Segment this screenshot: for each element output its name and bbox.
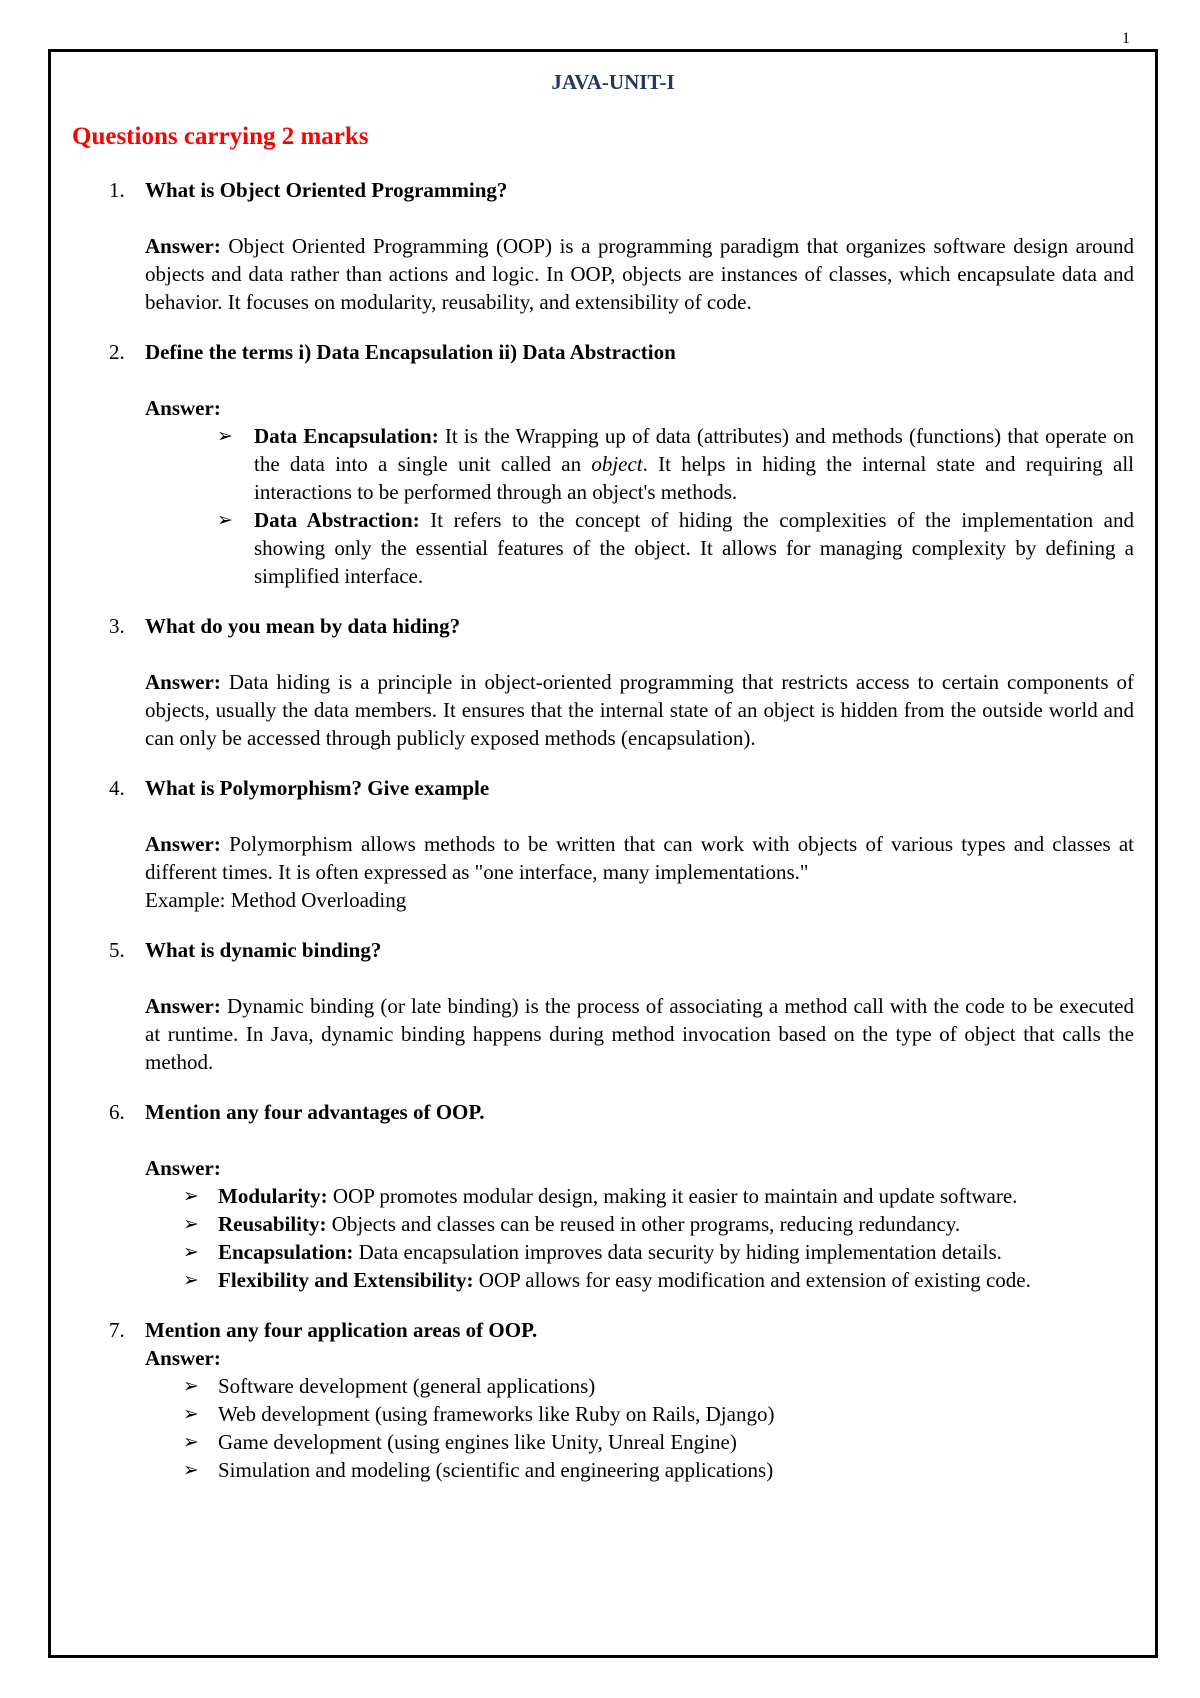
answer-label: Answer: <box>145 396 221 420</box>
answer-label: Answer: <box>145 1156 221 1180</box>
list-item <box>145 1372 1134 1400</box>
answer-paragraph <box>145 992 1134 1076</box>
answer-label: Answer: <box>145 832 221 856</box>
question-text: What do you mean by data hiding? <box>145 614 461 638</box>
bullet-text-continued: . It helps in hiding the internal state and requiring all interactions to be performed through an object's methods. <box>254 452 1134 504</box>
arrow-bullet-icon: ➢ <box>183 1213 199 1235</box>
arrow-bullet-icon: ➢ <box>183 1185 199 1207</box>
question-number: 3. <box>109 614 125 638</box>
answer-label: Answer: <box>145 994 221 1018</box>
answer-example: Example: Method Overloading <box>145 888 407 912</box>
list-item <box>145 1182 1134 1210</box>
list-item <box>145 1210 1134 1238</box>
bullet-emphasis: object <box>591 452 643 476</box>
bullet-term: Data Encapsulation: <box>254 424 439 448</box>
answer-paragraph <box>145 232 1134 316</box>
bullet-text: Simulation and modeling (scientific and engineering applications) <box>218 1458 774 1482</box>
bullet-text: Objects and classes can be reused in other programs, reducing redundancy. <box>326 1212 961 1236</box>
bullet-text: Web development (using frameworks like Ruby on Rails, Django) <box>218 1402 775 1426</box>
answer-paragraph <box>145 668 1134 752</box>
document-body <box>72 68 1134 1484</box>
question-6 <box>72 1098 1134 1294</box>
arrow-bullet-icon: ➢ <box>183 1269 199 1291</box>
list-item <box>145 422 1134 506</box>
question-text: What is Polymorphism? Give example <box>145 776 490 800</box>
question-number: 4. <box>109 776 125 800</box>
answer-text: Dynamic binding (or late binding) is the process of associating a method call with the code to be executed at runtime. In Java, dynamic binding happens during method invocation based on the type of object that calls the method. <box>145 994 1135 1074</box>
bullet-text: OOP promotes modular design, making it easier to maintain and update software. <box>327 1184 1018 1208</box>
answer-paragraph <box>145 830 1134 886</box>
question-7 <box>72 1316 1134 1484</box>
question-text: What is Object Oriented Programming? <box>145 178 508 202</box>
question-number: 2. <box>109 340 125 364</box>
arrow-bullet-icon: ➢ <box>217 425 233 447</box>
page-number: 1 <box>1122 30 1130 47</box>
answer-bullet-list <box>145 1182 1134 1294</box>
answer-paragraph <box>145 394 1134 422</box>
answer-text: Data hiding is a principle in object-oriented programming that restricts access to certain components of objects, usually the data members. It ensures that the internal state of an object is hidden from the outside world and can only be accessed through publicly exposed methods (encapsulation). <box>145 670 1135 750</box>
arrow-bullet-icon: ➢ <box>183 1459 199 1481</box>
list-item <box>145 1266 1134 1294</box>
bullet-text: It is the Wrapping up of data (attributes) and methods (functions) that operate on the data into a single unit called an <box>254 424 1134 476</box>
list-item <box>145 1400 1134 1428</box>
bullet-term: Reusability: <box>218 1212 327 1236</box>
arrow-bullet-icon: ➢ <box>183 1431 199 1453</box>
question-5 <box>72 936 1134 1076</box>
bullet-text: Software development (general applications) <box>218 1374 596 1398</box>
bullet-term: Data Abstraction: <box>254 508 420 532</box>
bullet-text: OOP allows for easy modification and extension of existing code. <box>473 1268 1031 1292</box>
list-item <box>145 1428 1134 1456</box>
bullet-term: Encapsulation: <box>218 1240 354 1264</box>
bullet-text: It refers to the concept of hiding the complexities of the implementation and showing only the essential features of the object. It allows for managing complexity by defining a simplified interface. <box>254 508 1135 588</box>
list-item <box>145 506 1134 590</box>
answer-label: Answer: <box>145 234 221 258</box>
question-1 <box>72 176 1134 316</box>
unit-title: JAVA-UNIT-I <box>551 70 675 94</box>
question-text: Mention any four application areas of OOP. <box>145 1318 538 1342</box>
arrow-bullet-icon: ➢ <box>183 1241 199 1263</box>
answer-label: Answer: <box>145 1346 221 1370</box>
question-text: Define the terms i) Data Encapsulation ii) Data Abstraction <box>145 340 676 364</box>
answer-text: Polymorphism allows methods to be written that can work with objects of various types and classes at different times. It is often expressed as "one interface, many implementations." <box>145 832 1135 884</box>
question-text: Mention any four advantages of OOP. <box>145 1100 485 1124</box>
question-number: 1. <box>109 178 125 202</box>
list-item <box>145 1238 1134 1266</box>
arrow-bullet-icon: ➢ <box>217 509 233 531</box>
question-2 <box>72 338 1134 590</box>
bullet-text: Game development (using engines like Unity, Unreal Engine) <box>218 1430 737 1454</box>
arrow-bullet-icon: ➢ <box>183 1375 199 1397</box>
question-number: 7. <box>109 1318 125 1342</box>
question-text: What is dynamic binding? <box>145 938 382 962</box>
answer-text: Object Oriented Programming (OOP) is a programming paradigm that organizes software design around objects and data rather than actions and logic. In OOP, objects are instances of classes, which encapsulate data and behavior. It focuses on modularity, reusability, and extensibility of code. <box>145 234 1134 314</box>
answer-bullet-list <box>145 422 1134 590</box>
question-number: 5. <box>109 938 125 962</box>
answer-paragraph <box>145 1344 1134 1372</box>
answer-label: Answer: <box>145 670 221 694</box>
bullet-text: Data encapsulation improves data security by hiding implementation details. <box>353 1240 1002 1264</box>
section-heading: Questions carrying 2 marks <box>72 123 369 150</box>
bullet-term: Flexibility and Extensibility: <box>218 1268 474 1292</box>
answer-bullet-list <box>145 1372 1134 1484</box>
arrow-bullet-icon: ➢ <box>183 1403 199 1425</box>
list-item <box>145 1456 1134 1484</box>
answer-paragraph <box>145 1154 1134 1182</box>
bullet-term: Modularity: <box>218 1184 328 1208</box>
question-number: 6. <box>109 1100 125 1124</box>
question-4 <box>72 774 1134 914</box>
question-3 <box>72 612 1134 752</box>
